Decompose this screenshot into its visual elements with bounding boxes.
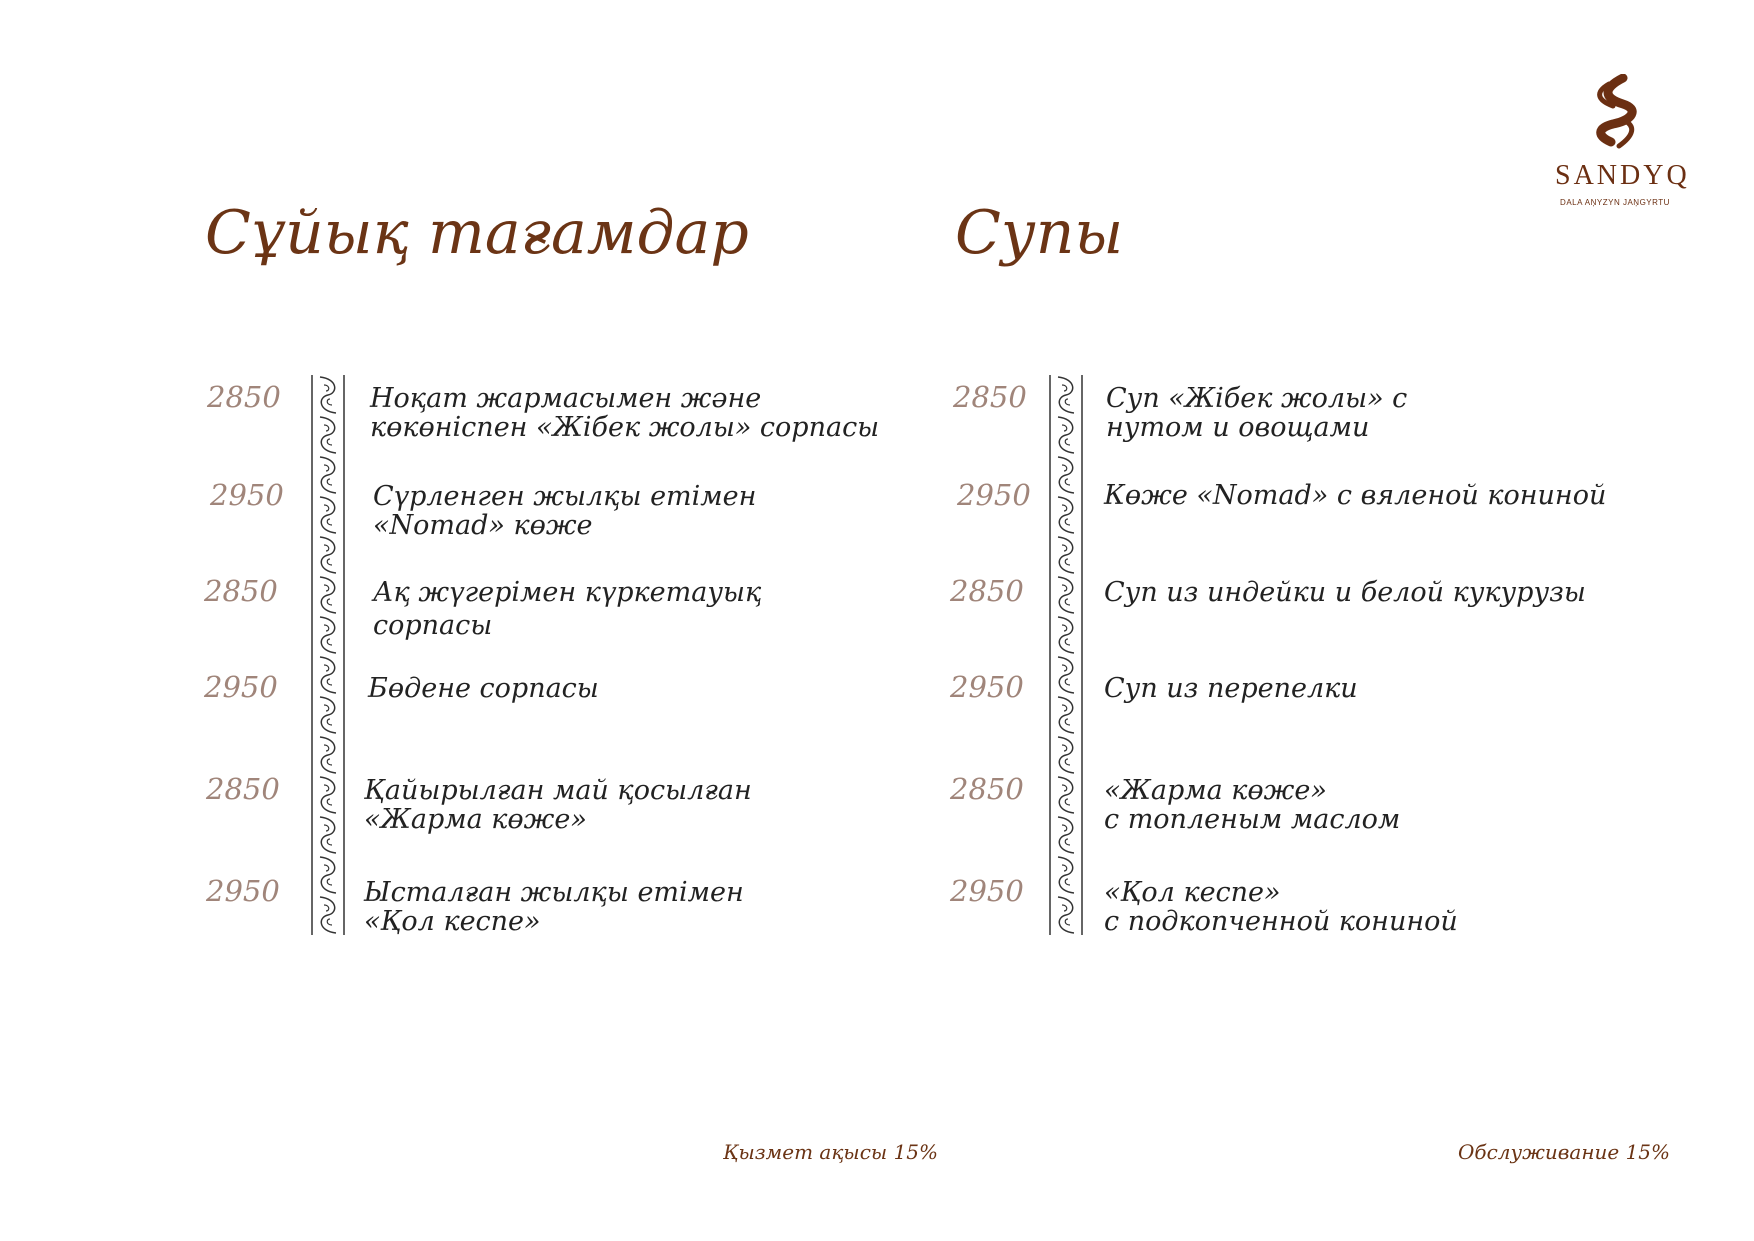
item-name-line: «Жарма көже» [1104, 775, 1327, 806]
item-price: 2850 [950, 574, 1024, 608]
item-price: 2850 [204, 574, 278, 608]
item-name-line: «Қол кеспе» [1104, 877, 1281, 908]
brand-logo [1555, 74, 1690, 224]
item-price: 2950 [950, 670, 1024, 704]
item-name-line: Көже «Nomad» с вяленой кониной [1104, 480, 1607, 511]
item-price: 2850 [953, 380, 1027, 414]
item-name-line: Қайырылған май қосылған [364, 775, 752, 806]
sandyq-emblem-icon [1583, 74, 1647, 154]
item-name-line: Бөдене сорпасы [368, 673, 599, 704]
item-price: 2850 [207, 380, 281, 414]
item-name-line: с подкопченной кониной [1104, 906, 1458, 937]
page-title-right: Супы [955, 198, 1124, 268]
item-price: 2850 [950, 772, 1024, 806]
item-name-line: «Nomad» көже [373, 510, 593, 541]
item-price: 2850 [206, 772, 280, 806]
item-price: 2950 [957, 478, 1031, 512]
item-name-line: Суп из перепелки [1104, 673, 1358, 704]
item-name-line: көкөніспен «Жібек жолы» сорпасы [370, 412, 880, 443]
item-name-line: Ақ жүгерімен күркетауық [373, 577, 762, 608]
item-name-line: «Жарма көже» [364, 804, 587, 835]
service-charge-note-left: Қызмет ақысы 15% [723, 1140, 939, 1164]
item-name-line: Суп «Жібек жолы» с [1106, 383, 1408, 414]
brand-name: SANDYQ [1555, 160, 1690, 191]
page-title-left: Сұйық тағамдар [205, 198, 749, 268]
item-name-line: «Қол кеспе» [364, 906, 541, 937]
item-price: 2950 [206, 874, 280, 908]
ornament-border-right [1048, 375, 1084, 935]
service-charge-note-right: Обслуживание 15% [1458, 1140, 1671, 1164]
item-name-line: Сүрленген жылқы етімен [373, 481, 757, 512]
item-price: 2950 [204, 670, 278, 704]
ornament-border-left [310, 375, 346, 935]
brand-tagline: DALA AŅYZYN JAŅGYRTU [1560, 198, 1670, 207]
item-name-line: сорпасы [373, 610, 493, 641]
item-name-line: Ысталған жылқы етімен [364, 877, 744, 908]
item-name-line: нутом и овощами [1106, 412, 1370, 443]
item-name-line: Ноқат жармасымен және [370, 383, 762, 414]
item-price: 2950 [210, 478, 284, 512]
item-name-line: с топленым маслом [1104, 804, 1401, 835]
item-price: 2950 [950, 874, 1024, 908]
item-name-line: Суп из индейки и белой кукурузы [1104, 577, 1586, 608]
